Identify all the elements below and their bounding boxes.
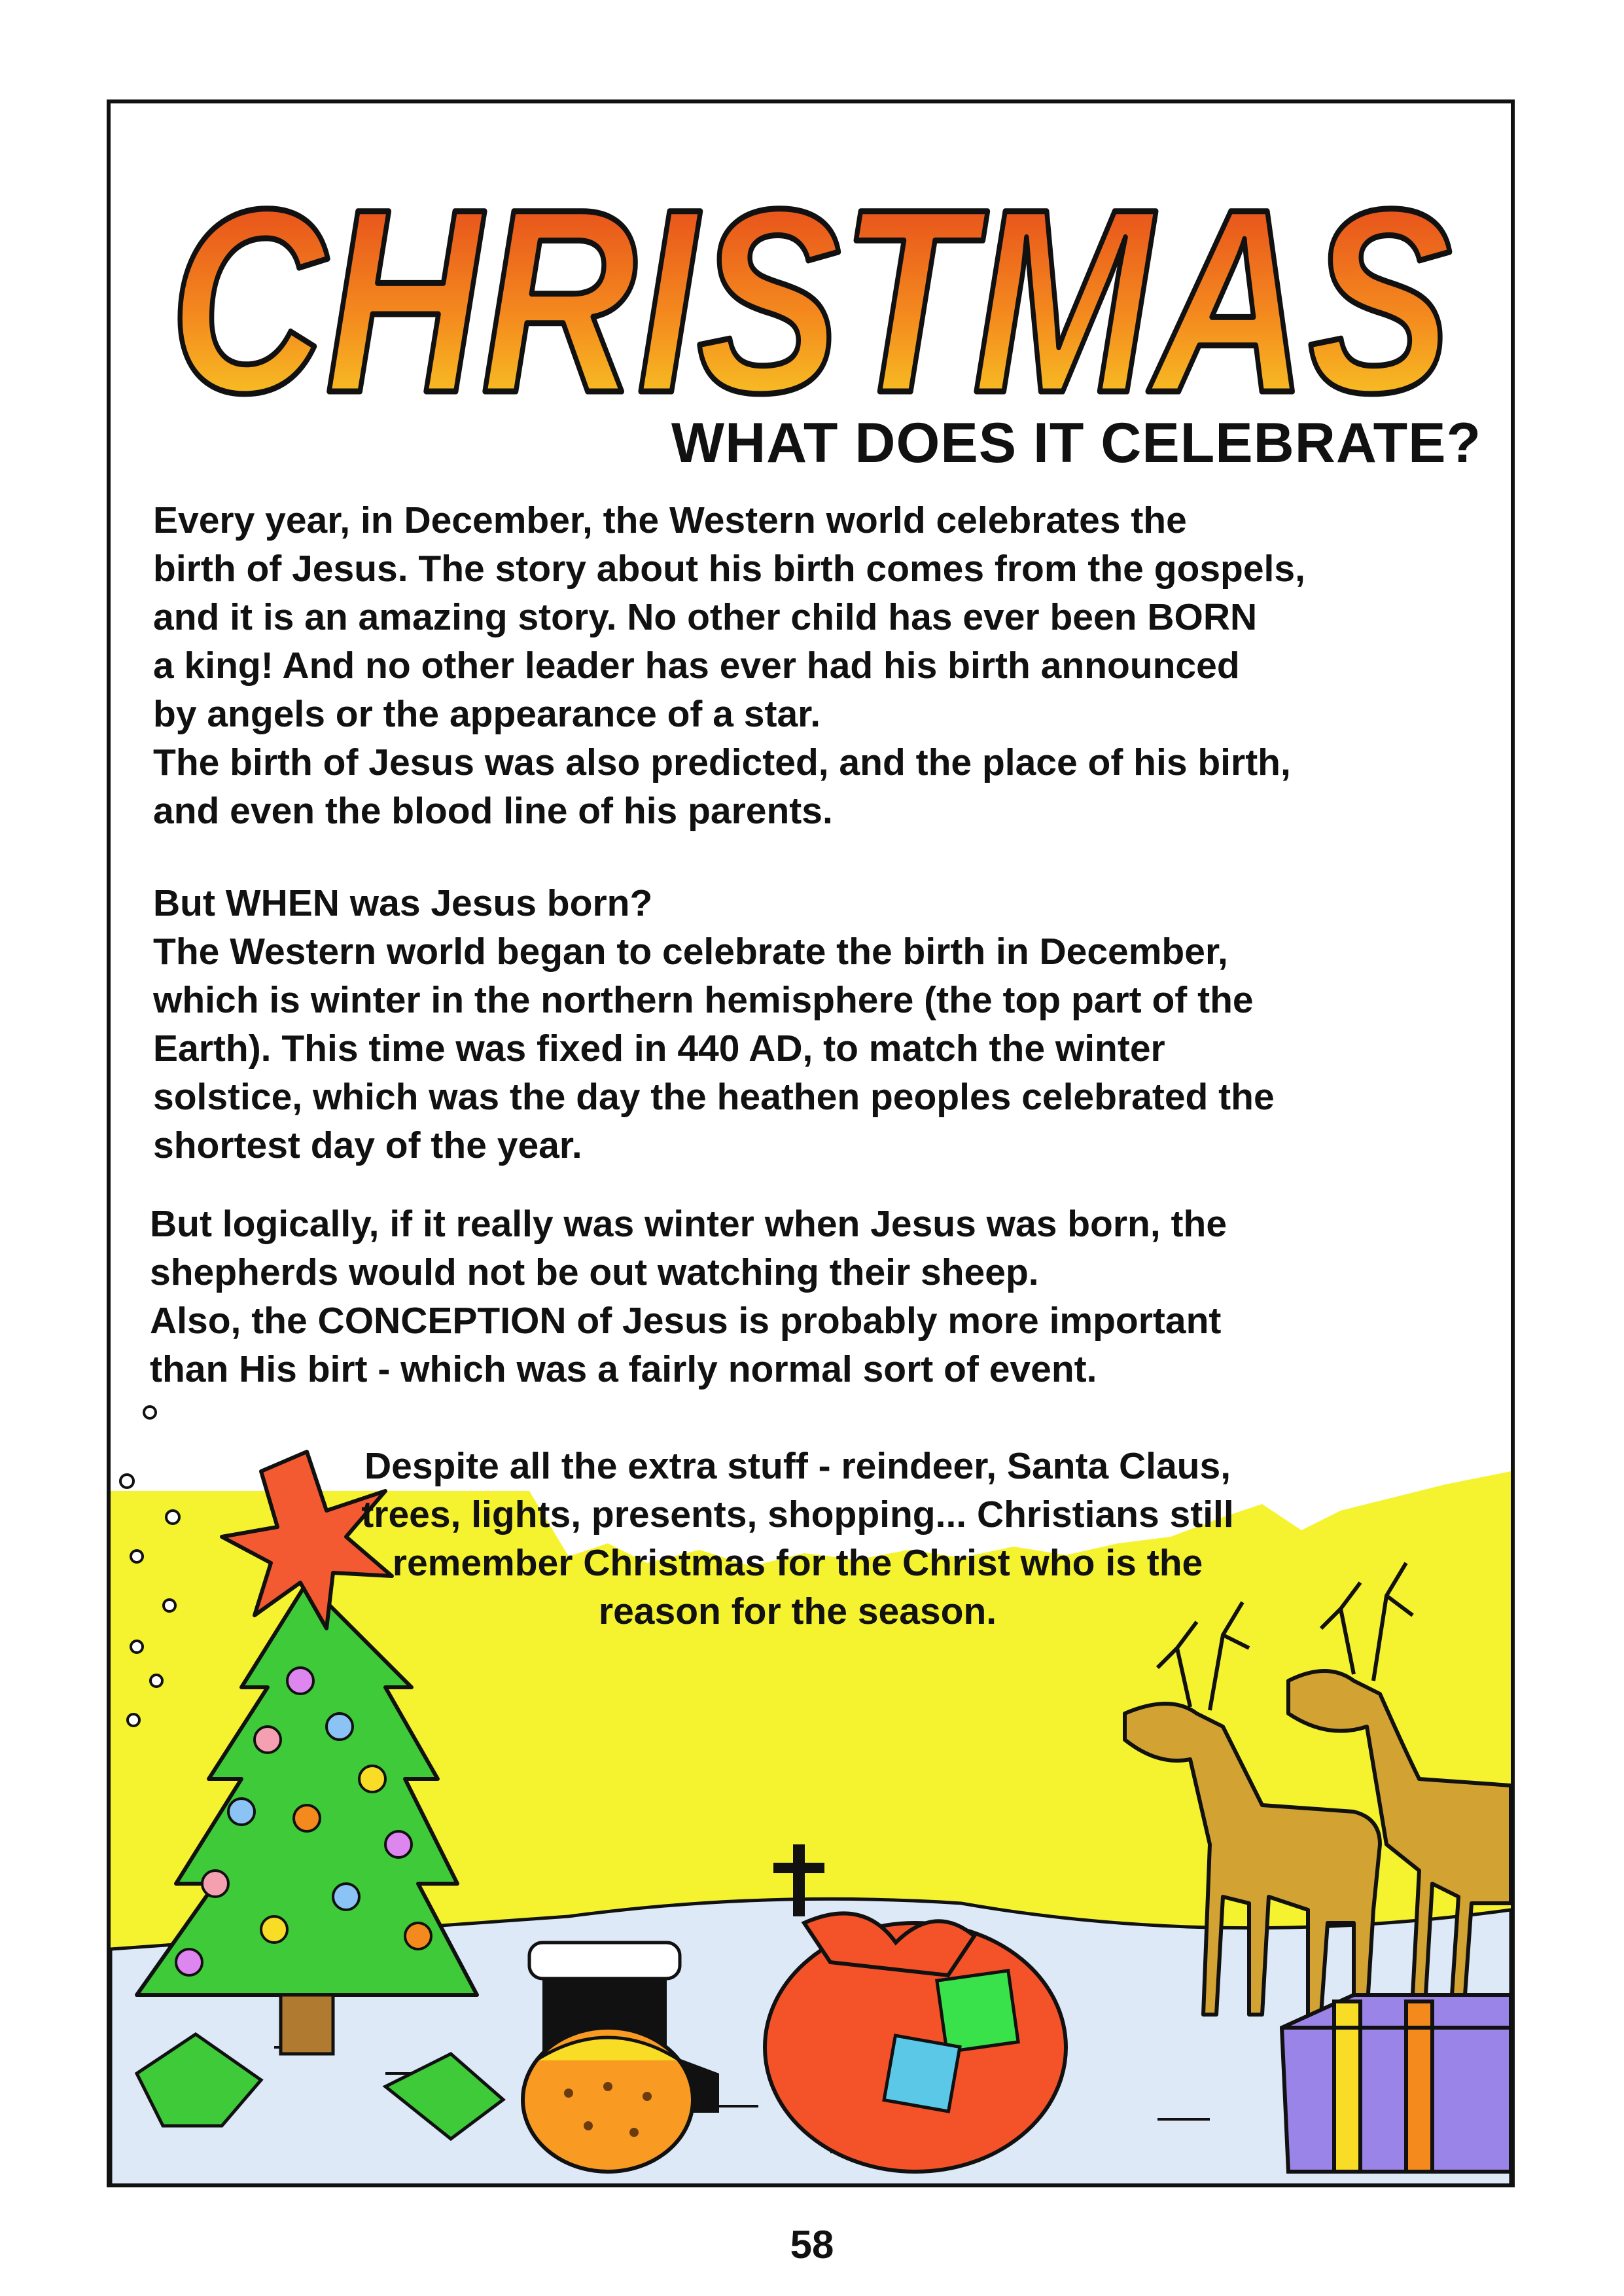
subtitle: WHAT DOES IT CELEBRATE? xyxy=(671,412,1481,475)
text-line: Earth). This time was fixed in 440 AD, to match the winter xyxy=(153,1028,1165,1069)
text-line: shortest day of the year. xyxy=(153,1124,582,1166)
text-line: Every year, in December, the Western world celebrates the xyxy=(153,499,1187,541)
closing-message xyxy=(307,1442,1288,1636)
text-line: trees, lights, presents, shopping... Christians still xyxy=(361,1494,1234,1535)
text-line: Despite all the extra stuff - reindeer, Santa Claus, xyxy=(364,1445,1231,1487)
text-line: solstice, which was the day the heathen peoples celebrated the xyxy=(153,1076,1275,1118)
text-line: than His birt - which was a fairly normal sort of event. xyxy=(150,1348,1097,1390)
text-line: and even the blood line of his parents. xyxy=(153,790,833,832)
text-line: Also, the CONCEPTION of Jesus is probably more important xyxy=(150,1300,1222,1342)
text-line: and it is an amazing story. No other child has ever been BORN xyxy=(153,596,1258,638)
page-frame xyxy=(107,99,1515,2187)
page-number: 58 xyxy=(790,2223,834,2267)
text-line: But logically, if it really was winter when Jesus was born, the xyxy=(150,1203,1227,1245)
text-line: The Western world began to celebrate the birth in December, xyxy=(153,931,1228,973)
text-line: a king! And no other leader has ever had his birth announced xyxy=(153,645,1240,687)
text-line: by angels or the appearance of a star. xyxy=(153,693,821,735)
pudding xyxy=(523,2028,693,2172)
text-line: But WHEN was Jesus born? xyxy=(153,882,653,924)
title-graphic xyxy=(111,117,1511,457)
text-line: The birth of Jesus was also predicted, and the place of his birth, xyxy=(153,742,1291,783)
text-line: birth of Jesus. The story about his birth comes from the gospels, xyxy=(153,548,1305,590)
intro-paragraph xyxy=(153,496,1305,835)
logic-paragraph xyxy=(150,1200,1227,1393)
text-line: which is winter in the northern hemisphere (the top part of the xyxy=(153,979,1254,1021)
text-line: reason for the season. xyxy=(598,1590,997,1632)
presents xyxy=(1282,1995,1511,2172)
when-paragraph xyxy=(153,879,1275,1170)
text-line: shepherds would not be out watching their sheep. xyxy=(150,1251,1039,1293)
text-line: remember Christmas for the Christ who is the xyxy=(392,1542,1203,1584)
main-title: CHRISTMAS xyxy=(169,154,1453,447)
